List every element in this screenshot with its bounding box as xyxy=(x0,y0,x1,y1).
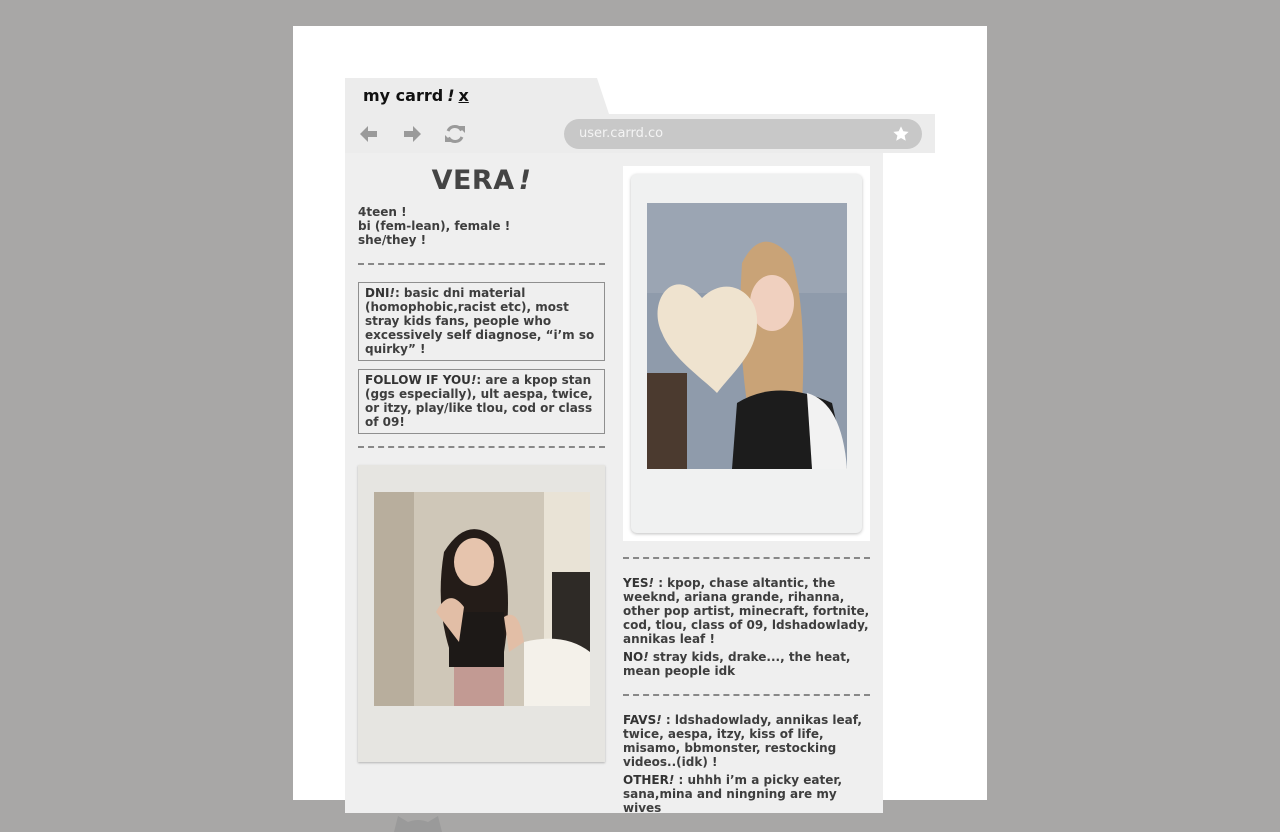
no-label: NO xyxy=(623,650,644,664)
photo-girl-with-heart xyxy=(647,203,847,469)
yes-bang: ! xyxy=(648,576,655,590)
no-text: stray kids, drake..., the heat, mean people idk xyxy=(623,650,851,678)
yes-text: : kpop, chase altantic, the weeknd, ariana grande, rihanna, other pop artist, minecraft, fortnite, cod, tlou, class of 09, ldshadowlady, annikas leaf ! xyxy=(623,576,870,646)
about-age: 4teen ! xyxy=(358,205,407,219)
polaroid-photo-left xyxy=(358,465,605,762)
yes-label: YES xyxy=(623,576,649,590)
other-text: : uhhh i’m a picky eater, sana,mina and ningning are my wives xyxy=(623,773,843,815)
star-icon[interactable] xyxy=(892,125,910,143)
favs-paragraph xyxy=(623,713,870,769)
favs-bang: ! xyxy=(656,713,662,727)
favs-label: FAVS xyxy=(623,713,657,727)
other-paragraph xyxy=(623,773,870,815)
photo-girl-laughing xyxy=(374,492,590,706)
dashed-divider xyxy=(623,557,870,559)
yes-paragraph xyxy=(623,576,870,646)
cat-ears-icon xyxy=(388,812,448,832)
no-bang: ! xyxy=(643,650,649,664)
arrow-left-icon[interactable] xyxy=(358,123,380,145)
about-identity: bi (fem-lean), female ! xyxy=(358,219,511,233)
dni-text: : basic dni material (homophobic,racist etc), most stray kids fans, people who excessively self diagnose, “i’m so quirky” ! xyxy=(365,286,595,356)
other-bang: ! xyxy=(668,773,675,787)
page-content xyxy=(345,153,883,813)
tab-title xyxy=(363,86,469,105)
polaroid-photo-right xyxy=(623,166,870,541)
browser-toolbar xyxy=(345,114,935,153)
profile-name-bang: ! xyxy=(518,165,532,196)
dashed-divider xyxy=(623,694,870,696)
dni-label: DNI xyxy=(365,286,390,300)
polaroid-frame xyxy=(631,174,862,533)
follow-box xyxy=(358,369,605,434)
tab-title-bang: ! xyxy=(447,86,455,105)
tab-close-button[interactable]: x xyxy=(458,86,469,105)
refresh-icon[interactable] xyxy=(444,123,466,145)
dni-bang: ! xyxy=(389,286,395,300)
about-pronouns: she/they ! xyxy=(358,233,427,247)
dashed-divider xyxy=(358,446,605,448)
arrow-right-icon[interactable] xyxy=(401,123,423,145)
browser-tab[interactable] xyxy=(345,78,597,114)
follow-bang: ! xyxy=(470,373,477,387)
other-label: OTHER xyxy=(623,773,669,787)
about-list xyxy=(358,205,605,247)
left-column xyxy=(358,153,605,762)
no-paragraph xyxy=(623,650,870,678)
carrd-page xyxy=(293,26,987,815)
tab-title-text: my carrd xyxy=(363,86,444,105)
dashed-divider xyxy=(358,263,605,265)
follow-label: FOLLOW IF YOU xyxy=(365,373,471,387)
address-url: user.carrd.co xyxy=(579,126,664,141)
right-column xyxy=(623,153,870,819)
follow-text: : are a kpop stan (ggs especially), ult aespa, twice, or itzy, play/like tlou, cod or class of 09! xyxy=(365,373,593,429)
profile-name xyxy=(358,165,605,199)
address-bar[interactable] xyxy=(564,119,922,149)
dni-box xyxy=(358,282,605,361)
favs-text: : ldshadowlady, annikas leaf, twice, aespa, itzy, kiss of life, misamo, bbmonster, restocking videos..(idk) ! xyxy=(623,713,862,769)
profile-name-text: VERA xyxy=(431,165,515,196)
